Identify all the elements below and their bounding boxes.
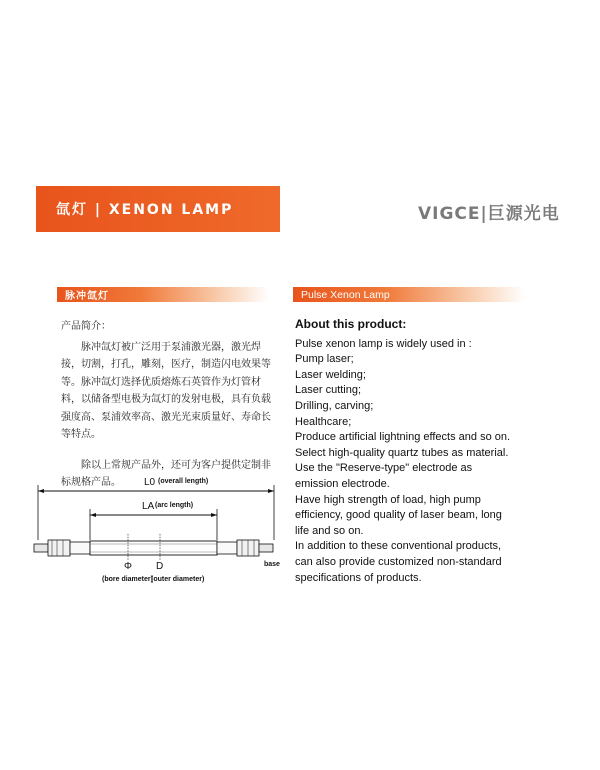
chinese-paragraph-1: 脉冲氙灯被广泛用于泵浦激光器，激光焊接，切割，打孔，雕刻，医疗，制造闪电效果等等。脉冲氙灯选择优质熔炼石英管作为灯管材料，以储备型电极为氙灯的发射电极，具有负载强度高、泵浦效率高、激光光束质量好、寿命长等特点。 bbox=[61, 341, 271, 440]
outer-symbol: D bbox=[156, 561, 164, 572]
english-line: Pump laser; bbox=[295, 353, 354, 366]
english-line: efficiency, good quality of laser beam, long bbox=[295, 509, 502, 522]
l0-symbol: L0 bbox=[144, 477, 156, 488]
english-line: Drilling, carving; bbox=[295, 399, 374, 412]
english-description bbox=[295, 317, 535, 586]
left-pin bbox=[34, 544, 48, 552]
english-line: Have high strength of load, high pump bbox=[295, 493, 481, 506]
english-line: Healthcare; bbox=[295, 415, 352, 428]
bore-label: (bore diameter) bbox=[102, 576, 153, 583]
bore-symbol: Φ bbox=[124, 561, 132, 572]
english-heading: About this product: bbox=[295, 317, 407, 331]
english-line: Laser welding; bbox=[295, 368, 366, 381]
l0-arrow-right bbox=[268, 489, 274, 493]
english-line: specifications of products. bbox=[295, 571, 422, 584]
right-electrode bbox=[217, 542, 237, 554]
l0-label: (overall length) bbox=[158, 478, 209, 485]
left-base bbox=[48, 540, 70, 556]
english-line: In addition to these conventional products, bbox=[295, 540, 502, 553]
section-bar-english bbox=[293, 287, 525, 302]
la-arrow-left bbox=[90, 513, 96, 517]
left-electrode bbox=[70, 542, 90, 554]
chinese-paragraph-2: 除以上常规产品外，还可为客户提供定制非标规格产品。 bbox=[61, 459, 271, 488]
english-line: Pulse xenon lamp is widely used in : bbox=[295, 337, 472, 350]
section-bar-chinese bbox=[57, 287, 269, 302]
right-pin bbox=[259, 544, 273, 552]
outer-label: (outer diameter) bbox=[151, 576, 205, 583]
english-line: can also provide customized non-standard bbox=[295, 555, 502, 568]
lamp-dimension-diagram bbox=[30, 468, 290, 598]
english-lines bbox=[295, 337, 535, 587]
quartz-tube bbox=[90, 541, 217, 555]
la-symbol: LA bbox=[142, 501, 155, 512]
english-line: Select high-quality quartz tubes as material. bbox=[295, 446, 509, 459]
english-line: emission electrode. bbox=[295, 477, 390, 490]
chinese-description bbox=[61, 318, 273, 492]
english-line: Laser cutting; bbox=[295, 384, 362, 397]
l0-arrow-left bbox=[38, 489, 44, 493]
english-line: Produce artificial lightning effects and so on. bbox=[295, 431, 511, 444]
la-arrow-right bbox=[211, 513, 217, 517]
banner-title: 氙灯 | XENON LAMP bbox=[56, 202, 234, 218]
chinese-heading: 产品简介： bbox=[61, 321, 111, 332]
title-banner bbox=[36, 186, 280, 232]
section-label-chinese: 脉冲氙灯 bbox=[65, 291, 109, 302]
english-line: life and so on. bbox=[295, 524, 364, 537]
base-label: base bbox=[264, 561, 280, 568]
section-label-english: Pulse Xenon Lamp bbox=[301, 288, 390, 301]
la-label: (arc length) bbox=[155, 502, 194, 509]
brand-logo-text: VIGCE|巨源光电 bbox=[418, 204, 560, 224]
english-line: Use the "Reserve-type" electrode as bbox=[295, 462, 473, 475]
